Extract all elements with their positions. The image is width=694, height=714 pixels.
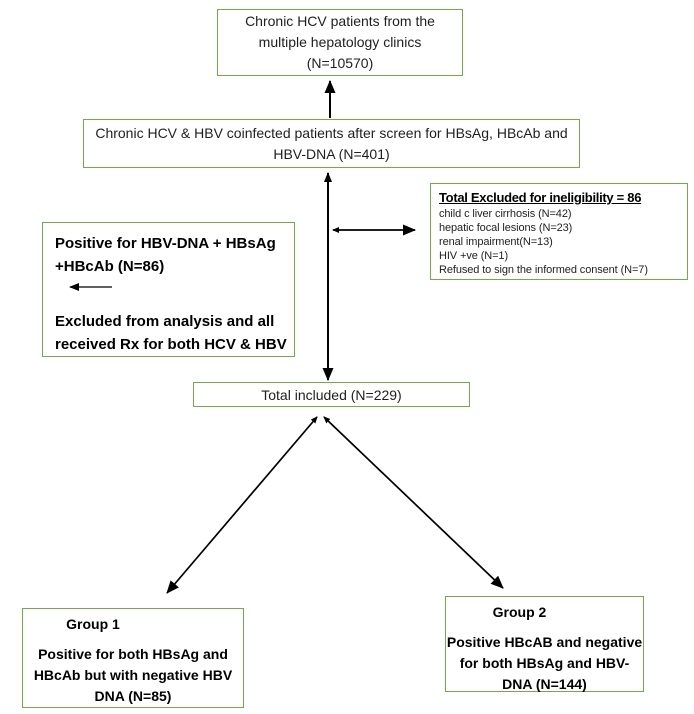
group2-title: Group 2 (492, 604, 547, 620)
group1-count: DNA (N=85) (94, 688, 172, 704)
ineligible-item-refused: Refused to sign the informed consent (N=7) (439, 263, 648, 276)
excluded-treated-line-2: Excluded from analysis and all (55, 313, 275, 330)
group2-line-2: for both HBsAg and HBV- (459, 655, 630, 671)
group2-line-1: Positive HBcAB and negative (446, 634, 643, 650)
excluded-treated-line-1: Positive for HBV-DNA + HBsAg (55, 235, 276, 252)
arrow-total-to-group2 (324, 417, 503, 588)
box-group-1 (22, 608, 244, 708)
group1-line-2: HBcAb but with negative HBV (33, 667, 233, 683)
box-total-included (193, 382, 470, 407)
box-group-2 (445, 596, 644, 692)
total-included-label: Total included (N=229) (261, 386, 402, 403)
ineligible-item-hiv: HIV +ve (N=1) (439, 249, 509, 262)
ineligible-item-focal-lesions: hepatic focal lesions (N=23) (439, 221, 573, 234)
group2-count: DNA (N=144) (502, 676, 587, 692)
box-source-patients (217, 9, 463, 76)
arrow-total-to-group1 (167, 417, 317, 593)
source-line-2: multiple hepatology clinics (258, 34, 422, 50)
box-excluded-treated (42, 222, 295, 357)
screened-count: HBV-DNA (N=401) (273, 145, 390, 162)
excluded-treated-count: +HBcAb (N=86) (55, 258, 165, 275)
source-line-1: Chronic HCV patients from the (245, 13, 435, 29)
excluded-treated-line-3: received Rx for both HCV & HBV (55, 336, 287, 353)
box-excluded-ineligible (430, 183, 688, 280)
excluded-treated-arrow-gap (55, 278, 282, 310)
source-count: (N=10570) (306, 55, 374, 71)
group1-title: Group 1 (66, 616, 120, 632)
group1-line-1: Positive for both HBsAg and (38, 646, 228, 662)
screened-line-1: Chronic HCV & HBV coinfected patients after screen for HBsAg, HBcAb and (95, 124, 568, 141)
ineligible-item-cirrhosis: child c liver cirrhosis (N=42) (439, 208, 572, 220)
box-screened-coinfected (83, 119, 580, 168)
ineligible-title: Total Excluded for ineligibility = 86 (439, 190, 642, 205)
ineligible-item-renal: renal impairment(N=13) (439, 235, 553, 248)
